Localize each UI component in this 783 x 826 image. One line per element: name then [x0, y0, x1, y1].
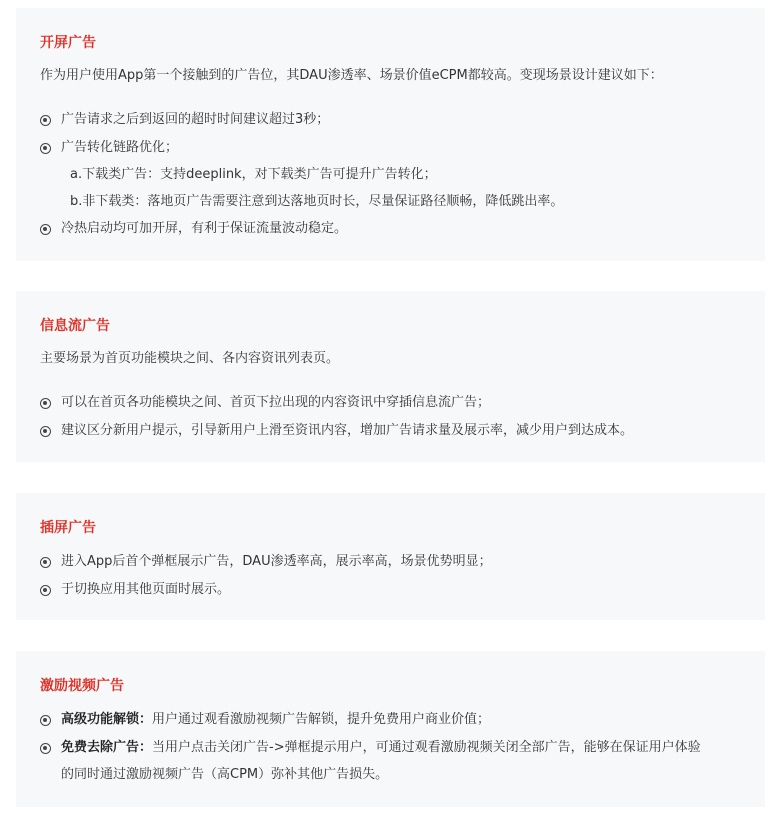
list-item	[40, 580, 230, 600]
section-interstitial-ad	[16, 493, 765, 620]
radio-bullet-icon	[40, 224, 51, 235]
radio-bullet-icon	[40, 585, 51, 596]
list-item-label: 高级功能解锁：	[61, 712, 153, 727]
list-item	[40, 138, 178, 158]
list-item	[40, 710, 490, 730]
list-item-text: 进入App后首个弹框展示广告，DAU渗透率高，展示率高，场景优势明显；	[61, 554, 492, 569]
section-intro: 作为用户使用App第一个接触到的广告位，其DAU渗透率、场景价值eCPM都较高。变现场景设计建议如下：	[40, 68, 663, 83]
section-title: 激励视频广告	[40, 678, 124, 694]
radio-bullet-icon	[40, 715, 51, 726]
list-item	[40, 393, 490, 413]
list-item	[40, 219, 347, 239]
radio-bullet-icon	[40, 143, 51, 154]
list-item-continuation: 的同时通过激励视频广告（高CPM）弥补其他广告损失。	[61, 767, 389, 782]
radio-bullet-icon	[40, 426, 51, 437]
radio-bullet-icon	[40, 557, 51, 568]
list-item-text: 于切换应用其他页面时展示。	[61, 582, 231, 597]
list-item	[40, 552, 492, 572]
section-splash-ad	[16, 8, 765, 261]
list-item-text: 广告转化链路优化；	[61, 140, 179, 155]
list-item-text: 建议区分新用户提示，引导新用户上滑至资讯内容，增加广告请求量及展示率，减少用户到达成本。	[61, 423, 634, 438]
list-item	[40, 110, 329, 130]
section-feed-ad	[16, 291, 765, 462]
list-item	[40, 421, 633, 441]
sub-list-item: a.下载类广告：支持deeplink，对下载类广告可提升广告转化；	[70, 167, 437, 182]
section-title: 插屏广告	[40, 520, 96, 536]
section-rewarded-video-ad	[16, 651, 765, 807]
section-title: 开屏广告	[40, 35, 96, 51]
radio-bullet-icon	[40, 398, 51, 409]
list-item-text: 可以在首页各功能模块之间、首页下拉出现的内容资讯中穿插信息流广告；	[61, 395, 491, 410]
list-item-text: 广告请求之后到返回的超时时间建议超过3秒；	[61, 112, 330, 127]
list-item-label: 免费去除广告：	[61, 740, 153, 755]
radio-bullet-icon	[40, 743, 51, 754]
list-item-text: 当用户点击关闭广告->弹框提示用户，可通过观看激励视频关闭全部广告，能够在保证用户体验	[152, 740, 701, 755]
list-item-text: 冷热启动均可加开屏，有利于保证流量波动稳定。	[61, 221, 348, 236]
section-title: 信息流广告	[40, 318, 110, 334]
list-item	[40, 738, 701, 758]
sub-list-item: b.非下载类：落地页广告需要注意到达落地页时长，尽量保证路径顺畅，降低跳出率。	[70, 194, 564, 209]
radio-bullet-icon	[40, 115, 51, 126]
list-item-text: 用户通过观看激励视频广告解锁，提升免费用户商业价值；	[152, 712, 491, 727]
section-intro: 主要场景为首页功能模块之间、各内容资讯列表页。	[40, 351, 340, 366]
